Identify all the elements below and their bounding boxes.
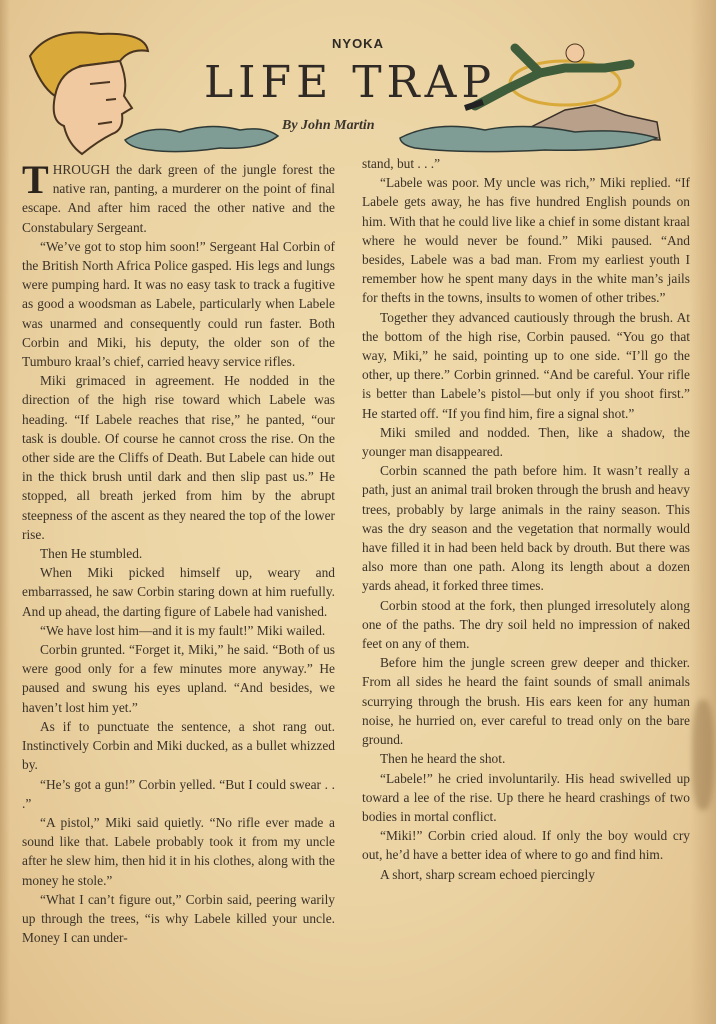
paragraph: When Miki picked himself up, weary and embarrassed, he saw Corbin staring down at him ruefully. And up ahead, the darting figure of Labele had vanished. xyxy=(22,565,335,619)
paragraph: “Miki!” Corbin cried aloud. If only the boy would cry out, he’d have a better idea of where to go and find him. xyxy=(362,828,690,863)
paragraph: Before him the jungle screen grew deeper and thicker. From all sides he heard the faint sounds of small animals scurrying through the brush. His ears keen for any human noise, he hurried on, ever careful to tread only on the bare ground. xyxy=(362,655,690,748)
series-name: NYOKA xyxy=(332,36,384,51)
paragraph: “We’ve got to stop him soon!” Sergeant Hal Corbin of the British North Africa Police gasped. His legs and lungs were pumping hard. It was no easy task to track a fugitive as good a woodsman as Labele, particularly when Labele was unarmed and consequently could run faster. Both Corbin and Miki, his deputy, the older son of the Tumburo kraal’s chief, carried heavy service rifles. xyxy=(22,238,335,370)
paper-stain xyxy=(692,700,714,810)
paragraph: Corbin grunted. “Forget it, Miki,” he said. “Both of us were good only for a few minutes more anyway.” He paused and swung his eyes upland. “And besides, we haven’t lost him yet.” xyxy=(22,642,335,715)
page-edge-shadow xyxy=(0,0,10,1024)
paragraph-text: HROUGH the dark green of the jungle forest the native ran, panting, a murderer on the point of final escape. And after him raced the other native and the Constabulary Sergeant. xyxy=(22,162,335,235)
paragraph: “We have lost him—and it is my fault!” Miki wailed. xyxy=(40,622,326,638)
paragraph: Miki smiled and nodded. Then, like a shadow, the younger man disappeared. xyxy=(362,424,690,460)
paragraph: Together they advanced cautiously through the brush. At the bottom of the high rise, Corbin paused. “You go that way, Miki,” he said, pointing up to one side. “I’ll go the other, up there.” Corbin grinned. “And be careful. Your rifle is better than Labele’s pistol—but only if you shoot first.” He started off. “If you find him, fire a signal shot.” xyxy=(362,309,690,421)
story-title: LIFE TRAP xyxy=(203,57,497,108)
right-text-column xyxy=(362,154,690,884)
landscape-left-illustration xyxy=(120,120,280,156)
continued-paragraph: stand, but . . .” xyxy=(362,156,441,171)
left-text-column xyxy=(22,157,335,947)
paragraph: Then he heard the shot. xyxy=(380,751,506,767)
paragraph: Corbin stood at the fork, then plunged irresolutely along one of the paths. The dry soil held no impression of naked feet on any of them. xyxy=(362,597,690,652)
drop-cap: T xyxy=(22,157,49,202)
paragraph: “He’s got a gun!” Corbin yelled. “But I could swear . . .” xyxy=(22,776,335,811)
paragraph: “Labele was poor. My uncle was rich,” Miki replied. “If Labele gets away, he has five hundred English pounds on him. With that he could live like a chief in some distant kraal where he would never be found.” Miki paused. “And besides, Labele was a bad man. From my earliest youth I remember how he spent many days in the white man’s jails for thefts in the towns, insults to women of other tribes.” xyxy=(362,175,690,306)
paragraph: As if to punctuate the sentence, a shot rang out. Instinctively Corbin and Miki ducked, as a bullet whizzed by. xyxy=(22,718,335,773)
paragraph: “Labele!” he cried involuntarily. His head swivelled up toward a lee of the rise. Up there he heard crashings of two bodies in mortal conflict. xyxy=(362,770,690,824)
author-byline: By John Martin xyxy=(282,118,375,133)
paragraph: Miki grimaced in agreement. He nodded in the direction of the high rise toward which Labele was heading. “If Labele reaches that rise,” he panted, “our task is double. Of course he cannot cross the rise. On the other side are the Cliffs of Death. But Labele can hide out in the thick brush until dark and then slip past us.” He stopped, all breath jerked from him by the abrupt steepness of the ascent as they neared the top of the lower rise. xyxy=(22,373,335,542)
paragraph: “What I can’t figure out,” Corbin said, peering warily up through the trees, “is why Labele killed your uncle. Money I can under- xyxy=(22,891,335,946)
landscape-right-illustration xyxy=(395,100,665,155)
opening-paragraph xyxy=(22,157,335,237)
paragraph: “A pistol,” Miki said quietly. “No rifle ever made a sound like that. Labele probably took it from my uncle after he slew him, then hid it in his clothes, along with the money he stole.” xyxy=(22,814,335,888)
paragraph: Then He stumbled. xyxy=(40,546,143,562)
paragraph: A short, sharp scream echoed piercingly xyxy=(380,866,595,882)
page-edge-shadow xyxy=(690,0,716,1024)
paragraph: Corbin scanned the path before him. It wasn’t really a path, just an animal trail broken through the brush and heavy trees, probably by large animals in the rainy season. This was the dry season and the vegetation that normally would have filled it in had been held back by drouth. But there was also more than one path. Along its length about a dozen yards ahead, it forked three times. xyxy=(362,463,690,594)
